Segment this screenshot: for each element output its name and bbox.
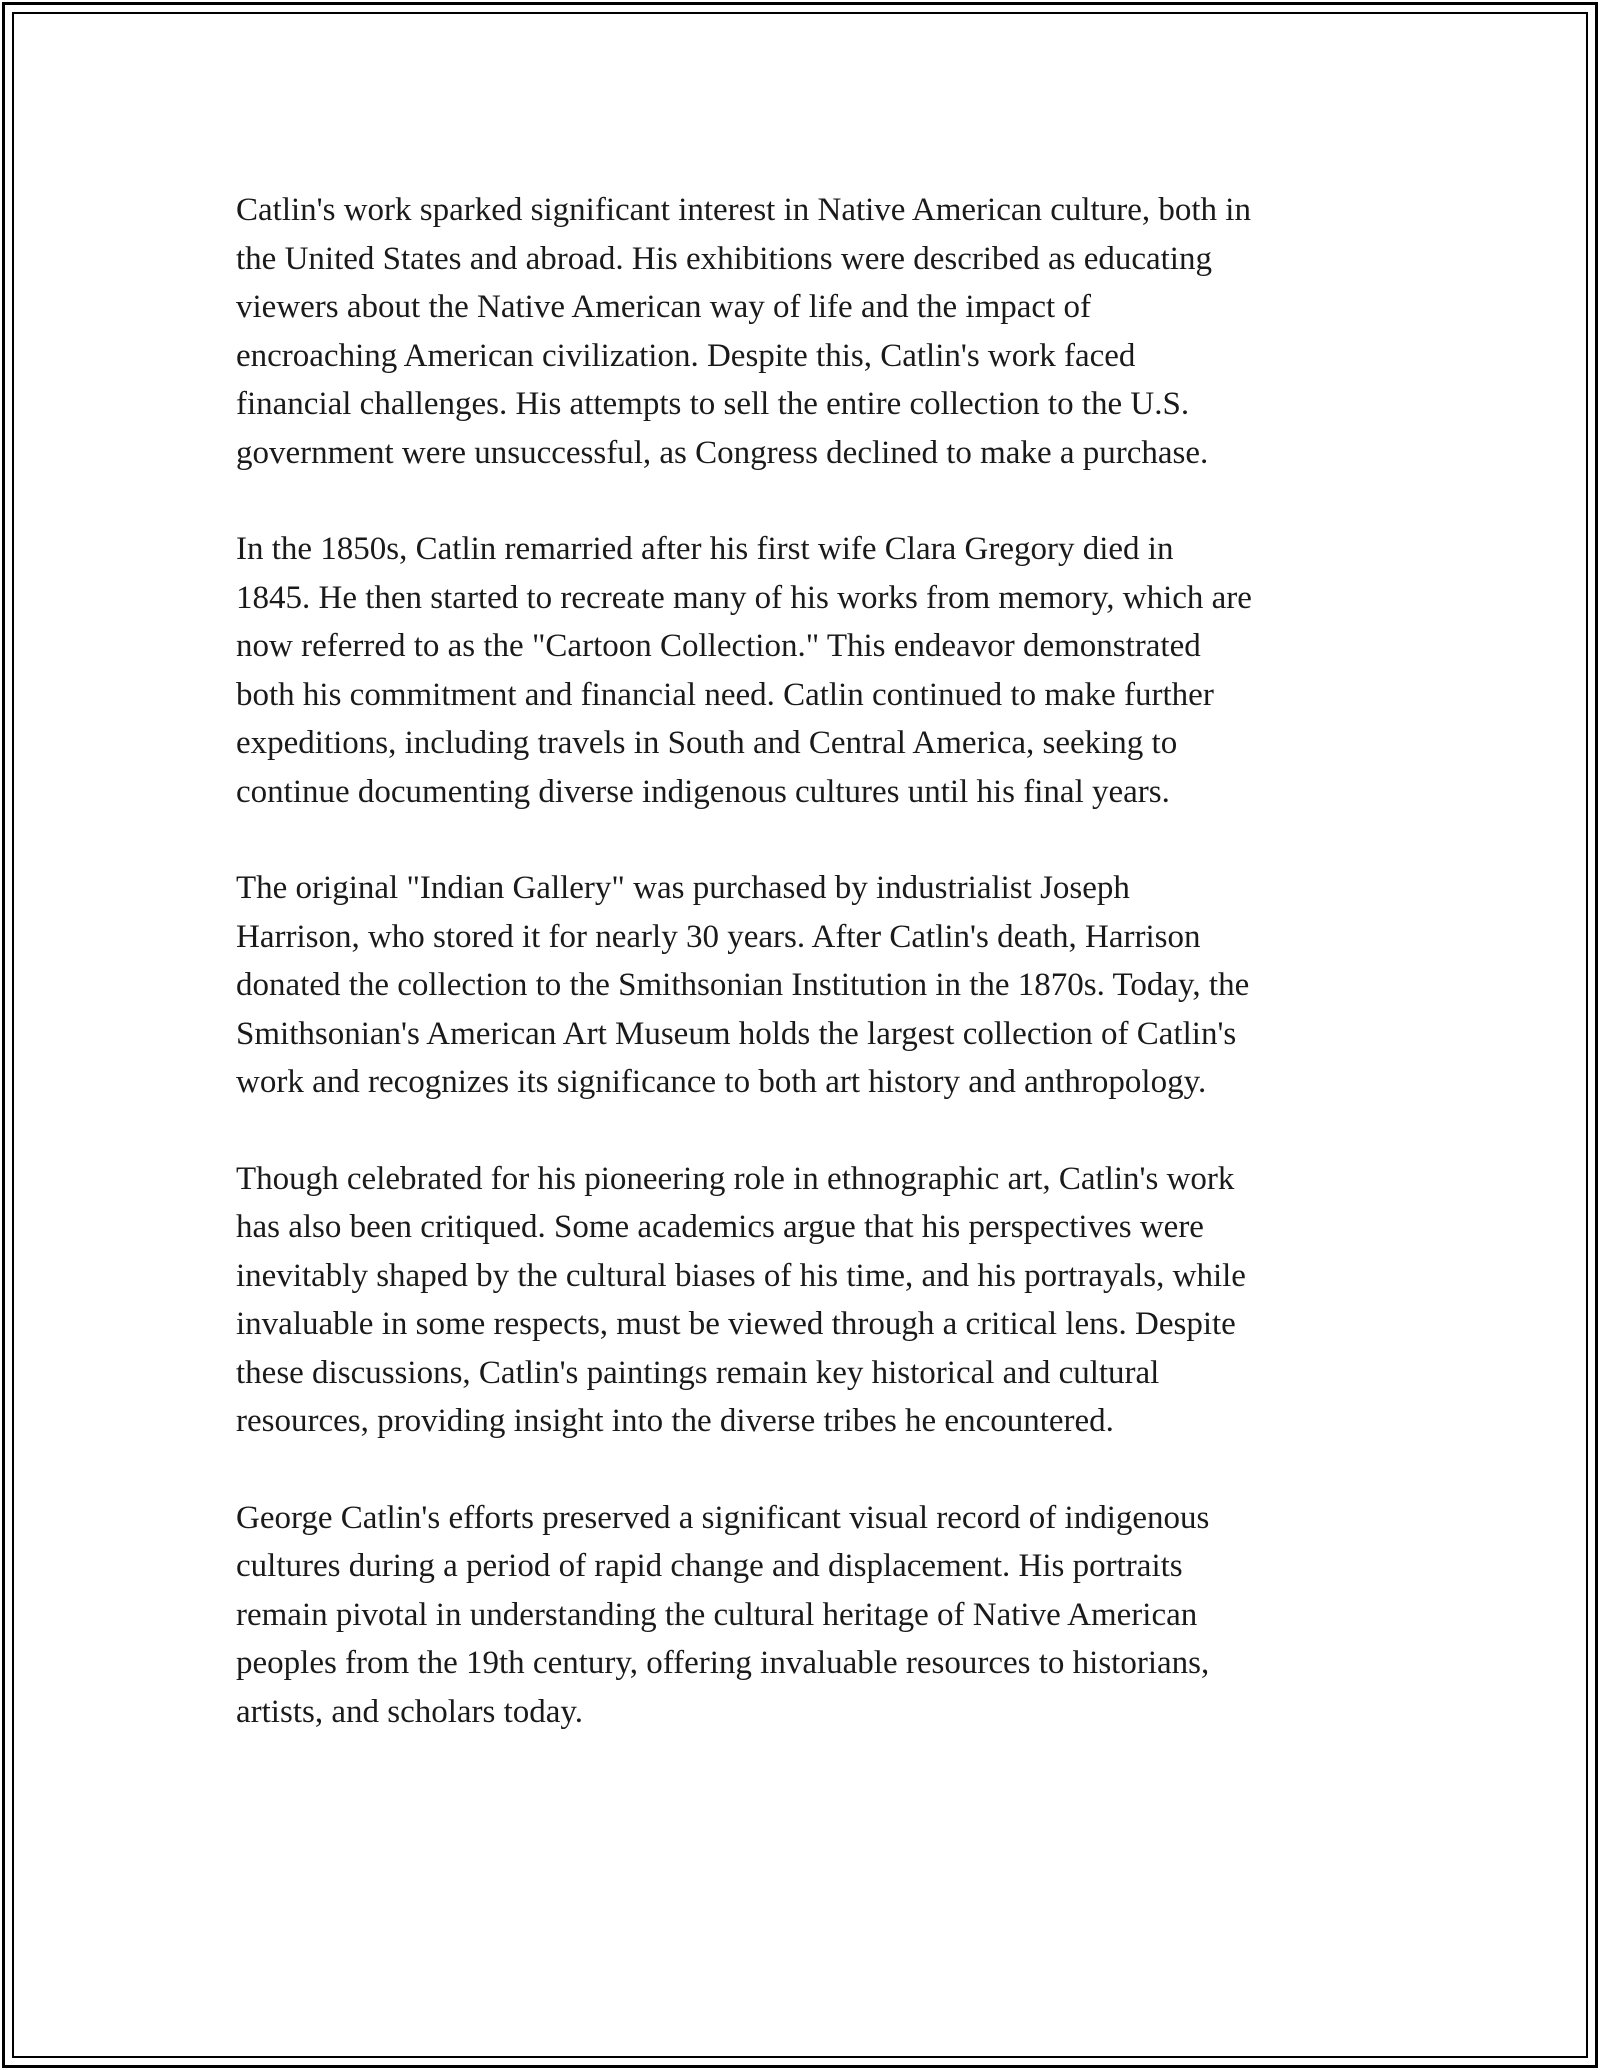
- paragraph-legacy: George Catlin's efforts preserved a significant visual record of indigenous cultures during a period of rapid change and displacement. His portraits remain pivotal in understanding the cultural heritage of Native American peoples from the 19th century, offering invaluable resources to historians, artists, and scholars today.: [236, 1499, 1210, 1730]
- paragraph-critiques: Though celebrated for his pioneering role in ethnographic art, Catlin's work has also been critiqued. Some academics argue that his perspectives were inevitably shaped by the cultural biases of his time, and his portrayals, while invaluable in some respects, must be viewed through a critical lens. Despite these discussions, Catlin's paintings remain key historical and cultural resources, providing insight into the diverse tribes he encountered.: [236, 1160, 1246, 1439]
- paragraph-cartoon-collection: In the 1850s, Catlin remarried after his first wife Clara Gregory died in 1845. He then started to recreate many of his works from memory, which are now referred to as the "Cartoon Collection." This endeavor demonstrated both his commitment and financial need. Catlin continued to make further expeditions, including travels in South and Central America, seeking to continue documenting diverse indigenous cultures until his final years.: [236, 531, 1252, 810]
- paragraph-exhibitions-and-finances: Catlin's work sparked significant interest in Native American culture, both in the United States and abroad. His exhibitions were described as educating viewers about the Native American way of life and the impact of encroaching American civilization. Despite this, Catlin's work faced financial challenges. His attempts to sell the entire collection to the U.S. government were unsuccessful, as Congress declined to make a purchase.: [236, 192, 1251, 471]
- document-body: [236, 186, 1381, 1784]
- paragraph-indian-gallery-smithsonian: The original "Indian Gallery" was purchased by industrialist Joseph Harrison, who stored it for nearly 30 years. After Catlin's death, Harrison donated the collection to the Smithsonian Institution in the 1870s. Today, the Smithsonian's American Art Museum holds the largest collection of Catlin's work and recognizes its significance to both art history and anthropology.: [236, 870, 1250, 1100]
